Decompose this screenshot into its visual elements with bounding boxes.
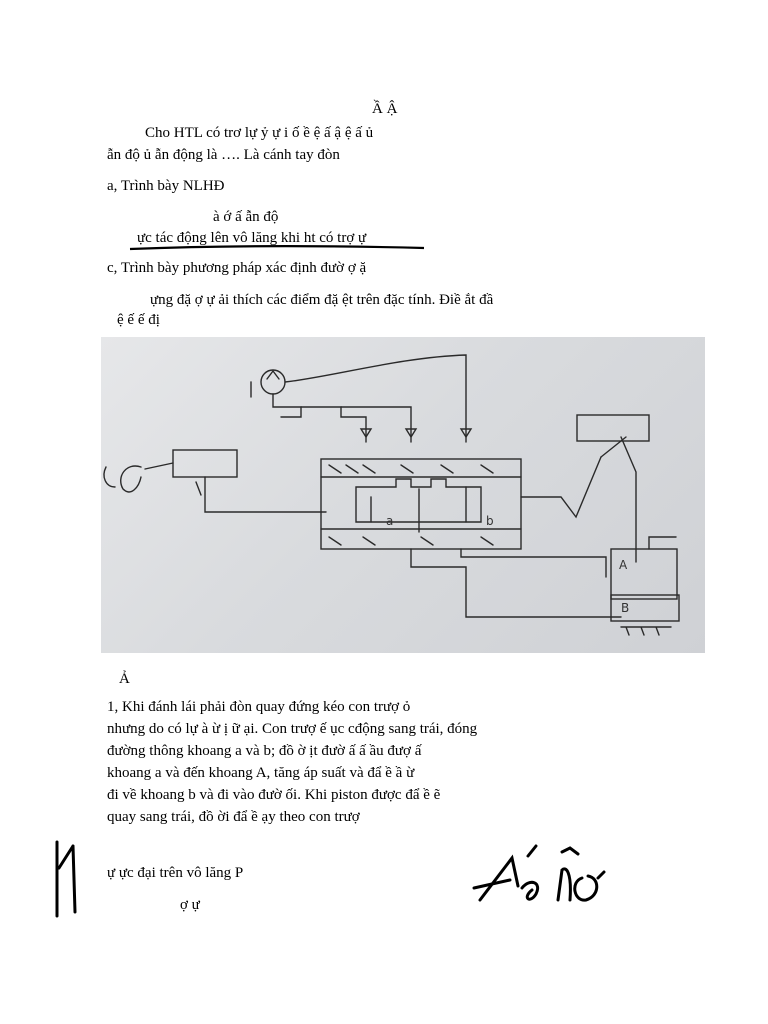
handwriting-right xyxy=(470,838,620,918)
part-a: a, Trình bày NLHĐ xyxy=(107,178,225,194)
line-p-2: ợ ự xyxy=(180,897,200,913)
document-title: Ầ Ậ xyxy=(372,101,398,117)
diagram-label-B: B xyxy=(621,601,630,615)
question-line-1: Cho HTL có trơ lự ỷ ự i ố ề ệ ấ ậ ệ ấ ủ xyxy=(145,125,374,141)
handwriting-left xyxy=(45,838,85,920)
part-c: c, Trình bày phương pháp xác định đườ ợ ặ xyxy=(107,260,367,276)
answer-line-5: đi về khoang b và đi vào đườ ối. Khi piston được đẩ ề ẽ xyxy=(107,787,441,803)
answer-line-3: đường thông khoang a và b; đồ ờ ịt đườ ấ ấ ầu đượ ấ xyxy=(107,743,422,759)
part-c-line-3: ệ ế ế đị xyxy=(117,312,160,328)
question-line-2: ẫn độ ủ ẫn động là …. Là cánh tay đòn xyxy=(107,147,340,163)
answer-line-1: 1, Khi đánh lái phải đòn quay đứng kéo con trượ ỏ xyxy=(107,699,411,715)
answer-line-2: nhưng do có lự à ừ ị ữ ại. Con trượ ế ục cđộng sang trái, đóng xyxy=(107,721,478,737)
line-p: ự ực đại trên vô lăng P xyxy=(107,865,244,881)
hand-underline xyxy=(128,243,428,253)
answer-line-4: khoang a và đến khoang A, tăng áp suất và đẩ ề ầ ừ xyxy=(107,765,415,781)
diagram-label-b: b xyxy=(486,514,494,528)
part-c-line-2: ựng đặ ợ ự ải thích các điểm đặ ệt trên đặc tính. Điề ắt đầ xyxy=(150,292,494,308)
answer-heading: Ả xyxy=(119,671,130,687)
underlined-text: ực tác động lên vô lăng khi ht có trợ ự xyxy=(137,230,367,246)
diagram-label-a: a xyxy=(386,514,394,528)
part-b-fragment: à ớ ấ ẫn độ xyxy=(213,209,279,225)
diagram-label-A: A xyxy=(619,558,628,572)
hydraulic-diagram-photo xyxy=(101,337,705,653)
answer-line-6: quay sang trái, đồ ời đẩ ề ạy theo con trượ xyxy=(107,809,360,825)
